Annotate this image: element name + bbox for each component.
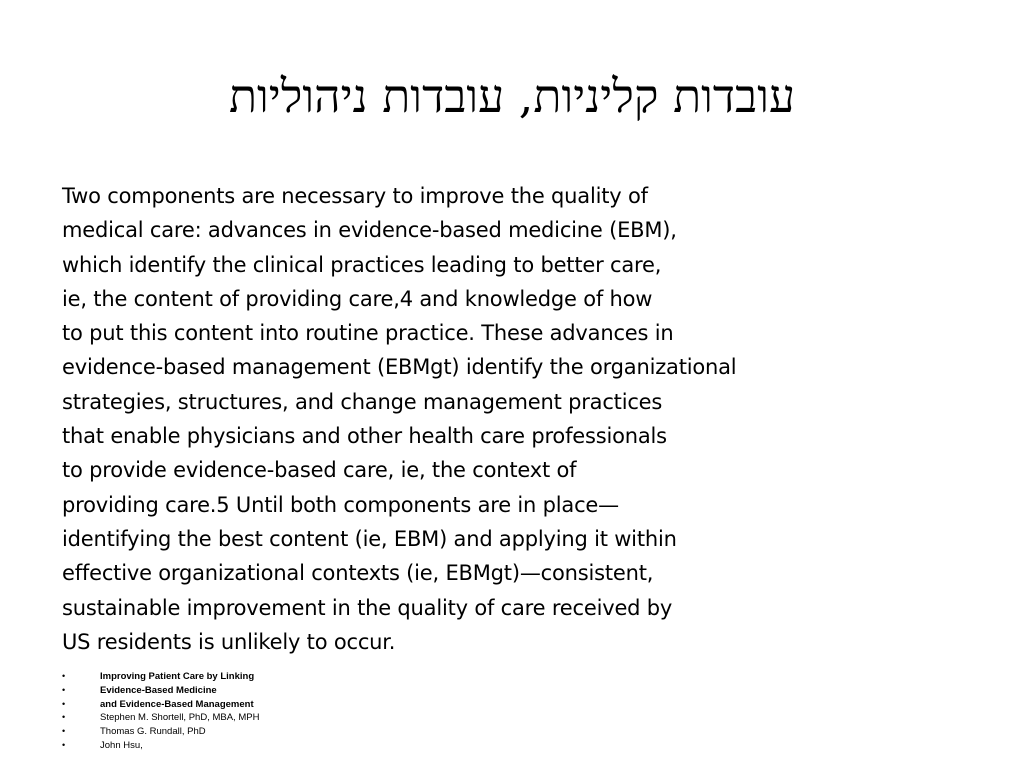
reference-item [62, 684, 259, 698]
body-line: medical care: advances in evidence-based medicine (EBM), [62, 218, 677, 243]
bullet-icon: • [62, 739, 66, 750]
body-line: to put this content into routine practice. These advances in [62, 321, 674, 346]
body-line: ie, the content of providing care,4 and knowledge of how [62, 286, 653, 311]
body-line: to provide evidence-based care, ie, the context of [62, 458, 577, 483]
reference-text: Evidence-Based Medicine [100, 684, 217, 696]
body-line: effective organizational contexts (ie, EBMgt)—consistent, [62, 561, 654, 586]
bullet-icon: • [62, 712, 66, 723]
reference-item [62, 739, 259, 753]
reference-text: Stephen M. Shortell, PhD, MBA, MPH [100, 712, 260, 724]
bullet-icon: • [62, 671, 66, 681]
slide-title: עובדות קליניות, עובדות ניהוליות [228, 69, 795, 123]
reference-item [62, 725, 259, 739]
reference-item [62, 711, 259, 725]
body-line: sustainable improvement in the quality of care received by [62, 595, 673, 620]
body-line: US residents is unlikely to occur. [62, 629, 396, 654]
body-line: evidence-based management (EBMgt) identify the organizational [62, 355, 737, 380]
body-line: that enable physicians and other health care professionals [62, 424, 667, 449]
bullet-icon: • [62, 726, 66, 737]
body-paragraph [62, 179, 962, 659]
bullet-icon: • [62, 698, 66, 709]
body-line: identifying the best content (ie, EBM) and applying it within [62, 526, 677, 551]
body-line: which identify the clinical practices leading to better care, [62, 252, 662, 277]
reference-item [62, 698, 259, 712]
body-line: providing care.5 Until both components are in place— [62, 492, 619, 517]
body-line: Two components are necessary to improve the quality of [62, 184, 648, 208]
bullet-icon: • [62, 684, 66, 695]
reference-text: Thomas G. Rundall, PhD [100, 726, 206, 738]
reference-text: and Evidence-Based Management [100, 698, 254, 710]
reference-list [62, 670, 259, 753]
reference-item [62, 670, 259, 684]
reference-text: Improving Patient Care by Linking [100, 671, 255, 682]
body-line: strategies, structures, and change management practices [62, 389, 663, 414]
reference-text: John Hsu, [100, 739, 143, 751]
